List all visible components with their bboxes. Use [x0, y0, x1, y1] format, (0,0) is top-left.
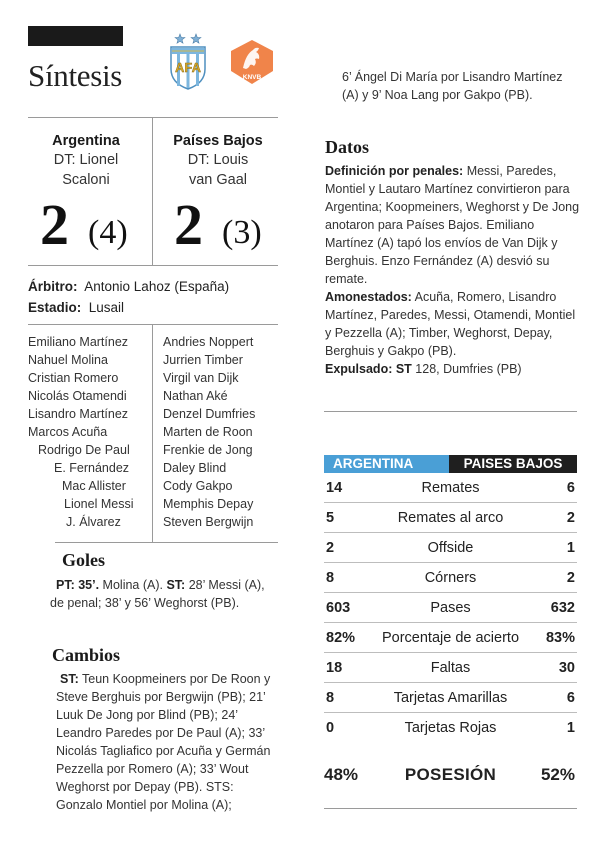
away-player: Steven Bergwijn	[163, 515, 254, 529]
penalties-label: Definición por penales:	[325, 164, 464, 178]
stat-away-value: 30	[558, 660, 575, 676]
stat-home-value: 14	[326, 480, 343, 496]
stadium-line	[28, 300, 124, 315]
referee-name: Antonio Lahoz (España)	[84, 279, 230, 294]
stat-row	[324, 593, 577, 623]
stat-label: Offside	[427, 540, 474, 556]
stat-away-value: 6	[566, 690, 575, 706]
home-player: Cristian Romero	[28, 371, 119, 385]
away-player: Andries Noppert	[163, 335, 254, 349]
stat-label: Porcentaje de acierto	[381, 630, 520, 646]
svg-text:KNVB: KNVB	[242, 74, 262, 81]
changes-continued: 6’ Ángel Di María por Lisandro Martínez (A) y 9’ Noa Lang por Gakpo (PB).	[342, 70, 563, 102]
stat-label: Remates	[421, 480, 480, 496]
stadium-name: Lusail	[88, 300, 125, 315]
divider	[28, 324, 278, 325]
stat-row	[324, 473, 577, 503]
away-team-name: Países Bajos	[173, 133, 263, 149]
changes-st-label: ST:	[60, 672, 79, 686]
home-player: J. Álvarez	[66, 515, 121, 529]
away-penalties: (3)	[222, 214, 262, 251]
stat-row	[324, 653, 577, 683]
divider	[324, 808, 577, 809]
home-player: Lionel Messi	[64, 497, 134, 511]
stat-home-value: 5	[326, 510, 335, 526]
stat-home-value: 82%	[326, 630, 356, 646]
home-coach-line1: DT: Lionel	[53, 152, 119, 168]
stat-label: Pases	[430, 600, 471, 616]
home-penalties: (4)	[88, 214, 128, 251]
stat-label: Faltas	[430, 660, 471, 676]
home-coach-line2: Scaloni	[62, 172, 110, 188]
divider	[324, 411, 577, 412]
stat-away-value: 1	[566, 720, 575, 736]
home-player: Rodrigo De Paul	[38, 443, 130, 457]
stat-label: Tarjetas Rojas	[404, 720, 497, 736]
home-player: Mac Allister	[62, 479, 126, 493]
stat-away-value: 2	[566, 570, 575, 586]
sent-off-text: 128, Dumfries (PB)	[411, 362, 522, 376]
away-player: Marten de Roon	[163, 425, 253, 439]
possession-home: 48%	[324, 765, 359, 784]
away-score: 2	[174, 192, 203, 257]
stat-row	[324, 713, 577, 743]
stat-home-value: 0	[326, 720, 335, 736]
knvb-crest-icon	[229, 38, 275, 86]
stats-header-away: PAISES BAJOS	[449, 455, 577, 473]
section-marker-bar	[28, 26, 123, 46]
possession-away: 52%	[540, 765, 575, 784]
divider	[55, 542, 278, 543]
home-team-block	[24, 132, 148, 190]
datos-text	[325, 162, 580, 378]
changes-title: Cambios	[52, 645, 121, 665]
stats-header-home: ARGENTINA	[324, 455, 449, 473]
goals-st-text: 28’ Messi (A), de penal; 38’ y 56’ Weghorst (PB).	[50, 578, 265, 610]
possession-row	[324, 760, 577, 790]
possession-label: POSESIÓN	[404, 765, 497, 784]
away-player: Memphis Depay	[163, 497, 254, 511]
stat-home-value: 8	[326, 690, 335, 706]
sent-off-label: Expulsado: ST	[325, 362, 412, 376]
stat-row	[324, 533, 577, 563]
away-coach-line2: van Gaal	[188, 172, 248, 188]
away-player: Jurrien Timber	[163, 353, 243, 367]
stats-header	[324, 455, 577, 473]
stat-row	[324, 503, 577, 533]
stat-label: Córners	[424, 570, 477, 586]
stat-away-value: 83%	[545, 630, 575, 646]
stadium-label: Estadio:	[28, 300, 82, 315]
home-player: Nahuel Molina	[28, 353, 108, 367]
away-player: Virgil van Dijk	[163, 371, 239, 385]
svg-text:AFA: AFA	[175, 60, 201, 75]
stat-home-value: 603	[326, 600, 351, 616]
goals-pt-text: Molina (A).	[99, 578, 167, 592]
lineup-divider	[152, 324, 153, 542]
booked-label: Amonestados:	[325, 290, 412, 304]
away-player: Cody Gakpo	[163, 479, 233, 493]
divider	[28, 265, 278, 266]
home-score: 2	[40, 192, 69, 257]
stat-away-value: 632	[550, 600, 575, 616]
home-team-name: Argentina	[52, 133, 120, 149]
booked-text: Acuña, Romero, Lisandro Martínez, Paredes, Messi, Otamendi, Montiel y Pezzella (A); Timber, Weghorst, Depay, Berghuis y Gakpo (PB).	[325, 290, 576, 358]
stat-label: Tarjetas Amarillas	[393, 690, 508, 706]
stat-label: Remates al arco	[397, 510, 504, 526]
score-divider	[152, 117, 153, 265]
stat-home-value: 18	[326, 660, 343, 676]
stat-row	[324, 563, 577, 593]
away-player: Nathan Aké	[163, 389, 228, 403]
stat-row	[324, 623, 577, 653]
goals-pt-label: PT: 35’.	[56, 578, 100, 592]
goals-text	[50, 576, 280, 612]
home-player: E. Fernández	[54, 461, 130, 475]
home-lineup	[28, 333, 133, 531]
stat-away-value: 1	[566, 540, 575, 556]
referee-label: Árbitro:	[28, 279, 78, 294]
referee-line	[28, 279, 229, 294]
away-lineup	[163, 333, 255, 531]
stat-away-value: 2	[566, 510, 575, 526]
datos-title: Datos	[325, 137, 369, 157]
home-player: Lisandro Martínez	[28, 407, 129, 421]
away-player: Denzel Dumfries	[163, 407, 256, 421]
home-player: Emiliano Martínez	[28, 335, 129, 349]
divider	[28, 117, 278, 118]
away-coach-line1: DT: Louis	[187, 152, 249, 168]
changes-body: Teun Koopmeiners por De Roon y Steve Berghuis por Bergwijn (PB); 21’ Luuk De Jong por Blind (PB); 24’ Leandro Paredes por De Paul (A); 33’ Nicolás Tagliafico por Acuña y Germán Pezzella por Romero (A); 33’ Wout Weghorst por Depay (PB). STS: Gonzalo Montiel por Molina (A);	[56, 672, 271, 812]
penalties-text: Messi, Paredes, Montiel y Lautaro Martínez convirtieron para Argentina; Koopmeiners, Weghorst y De Jong anotaron para Países Bajos. Emiliano Martínez (A) tapó los envíos de Van Dijk y Berghuis. Enzo Fernández (A) desvió su remate.	[325, 164, 580, 286]
home-player: Marcos Acuña	[28, 425, 108, 439]
changes-text	[56, 670, 280, 814]
stat-home-value: 2	[326, 540, 335, 556]
goals-title: Goles	[62, 550, 105, 570]
afa-crest-icon	[168, 27, 208, 91]
away-player: Frenkie de Jong	[163, 443, 253, 457]
home-player: Nicolás Otamendi	[28, 389, 127, 403]
goals-st-label: ST:	[166, 578, 186, 592]
stat-away-value: 6	[566, 480, 575, 496]
stat-row	[324, 683, 577, 713]
away-player: Daley Blind	[163, 461, 227, 475]
page-title: Síntesis	[28, 58, 123, 93]
away-team-block	[156, 132, 280, 190]
stat-home-value: 8	[326, 570, 335, 586]
